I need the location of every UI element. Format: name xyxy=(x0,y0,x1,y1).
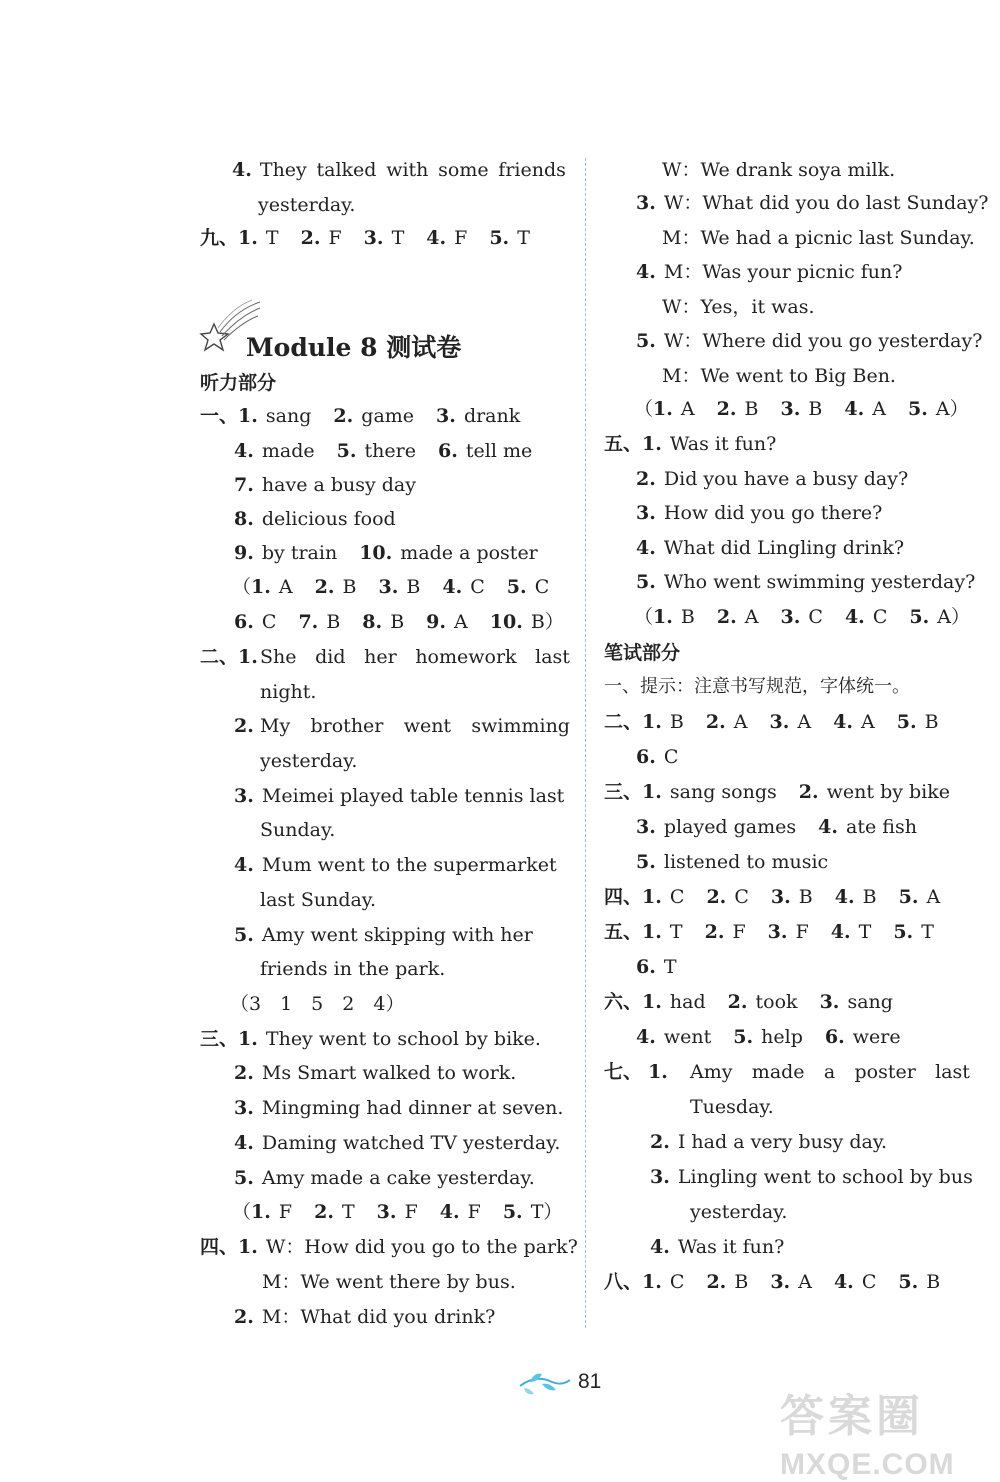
answer-line: 2. M：What did you drink? xyxy=(234,1306,496,1328)
answer-line: 4. What did Lingling drink? xyxy=(636,537,905,559)
answer-text: yesterday. xyxy=(690,1201,788,1223)
choice-answers: 八、1. C 2. B 3. A 4. C 5. B xyxy=(604,1271,941,1293)
answer-line: 4. They talked with some friends xyxy=(232,159,566,181)
answer-text: yesterday. xyxy=(260,750,358,772)
section-1-row: 4. made 5. there 6. tell me xyxy=(234,440,533,462)
answer-text: W：We drank soya milk. xyxy=(662,159,896,181)
answer-text: They talked with some friends xyxy=(259,159,566,181)
choice-answers: （1. B 2. A 3. C 4. C 5. A） xyxy=(634,606,971,628)
leaf-ornament-icon xyxy=(516,1368,572,1398)
answer-number: 2. xyxy=(234,715,254,737)
answer-line: 4. went 5. help 6. were xyxy=(636,1026,901,1048)
order-answer: （3 1 5 2 4） xyxy=(230,993,405,1015)
choice-answers: 四、1. C 2. C 3. B 4. B 5. A xyxy=(604,886,941,908)
answer-text: night. xyxy=(260,681,317,703)
choice-answers: 6. C xyxy=(636,746,679,768)
section-2-line: 二、1. xyxy=(200,646,258,668)
module-title: Module 8 测试卷 xyxy=(246,333,462,362)
answer-line: 四、1. W：How did you go to the park? xyxy=(200,1236,578,1258)
answer-text: M：We went to Big Ben. xyxy=(662,365,896,387)
choice-answers: （1. A 2. B 3. B 4. A 5. A） xyxy=(634,398,969,420)
answer-text: M：We had a picnic last Sunday. xyxy=(662,227,975,249)
answer-text: My brother went swimming xyxy=(260,715,570,737)
section-7-label: 七、 1. xyxy=(604,1061,668,1083)
choice-answers: 五、1. T 2. F 3. F 4. T 5. T xyxy=(604,921,934,943)
answer-text: W：Yes，it was. xyxy=(662,296,815,318)
answer-line: 3. Lingling went to school by bus xyxy=(650,1166,973,1188)
answer-text: yesterday. xyxy=(258,194,356,216)
choice-answers: 6. T xyxy=(636,956,677,978)
answer-line: 3. Mingming had dinner at seven. xyxy=(234,1097,564,1119)
answer-line: 4. M：Was your picnic fun? xyxy=(636,261,903,283)
answer-text: She did her homework last xyxy=(260,646,570,668)
writing-tip: 一、提示：注意书写规范，字体统一。 xyxy=(604,676,910,697)
answer-line: 5. Amy made a cake yesterday. xyxy=(234,1167,535,1189)
answer-line: 4. Mum went to the supermarket xyxy=(234,854,557,876)
answer-line: 3. played games 4. ate fish xyxy=(636,816,917,838)
answer-line: 五、1. Was it fun? xyxy=(604,433,777,455)
answer-line: 5. Amy went skipping with her xyxy=(234,924,533,946)
listening-heading: 听力部分 xyxy=(200,372,277,394)
choice-answers: （1. A 2. B 3. B 4. C 5. C xyxy=(232,576,550,598)
answer-line: 4. Was it fun? xyxy=(650,1236,785,1258)
answer-text: last Sunday. xyxy=(260,889,377,911)
answer-text: M：We went there by bus. xyxy=(262,1271,516,1293)
answer-line: 3. How did you go there? xyxy=(636,502,883,524)
answer-line: 六、1. had 2. took 3. sang xyxy=(604,991,893,1013)
answer-line: 5. W：Where did you go yesterday? xyxy=(636,330,983,352)
section-1-row: 一、1. sang 2. game 3. drank xyxy=(200,405,521,427)
answer-line: 7. have a busy day xyxy=(234,474,416,496)
column-divider xyxy=(585,158,586,1328)
watermark: 答案圈 MXQE.COM xyxy=(780,1391,955,1481)
answer-line: 2. Did you have a busy day? xyxy=(636,468,909,490)
page-number: 81 xyxy=(578,1370,602,1393)
section-9-answers: 九、1. T 2. F 3. T 4. F 5. T xyxy=(200,227,530,249)
answer-line: 三、1. They went to school by bike. xyxy=(200,1028,541,1050)
answer-line: 2. I had a very busy day. xyxy=(650,1131,888,1153)
answer-line: 三、1. sang songs 2. went by bike xyxy=(604,781,951,803)
answer-text: Amy made a poster last xyxy=(690,1061,970,1083)
answer-line: 8. delicious food xyxy=(234,508,396,530)
answer-text: Sunday. xyxy=(260,819,336,841)
answer-line: 4. Daming watched TV yesterday. xyxy=(234,1132,561,1154)
answer-line: 3. W：What did you do last Sunday? xyxy=(636,192,989,214)
answer-line: 5. listened to music xyxy=(636,851,829,873)
answer-line: 2. Ms Smart walked to work. xyxy=(234,1062,517,1084)
answer-text: Tuesday. xyxy=(690,1096,774,1118)
choice-answers: 二、1. B 2. A 3. A 4. A 5. B xyxy=(604,711,939,733)
answer-line: 9. by train 10. made a poster xyxy=(234,542,538,564)
choice-answers: （1. F 2. T 3. F 4. F 5. T） xyxy=(232,1201,563,1223)
answer-text: friends in the park. xyxy=(260,958,446,980)
writing-heading: 笔试部分 xyxy=(604,642,681,664)
answer-line: 5. Who went swimming yesterday? xyxy=(636,571,976,593)
choice-answers: 6. C 7. B 8. B 9. A 10. B） xyxy=(234,611,564,633)
answer-line: 3. Meimei played table tennis last xyxy=(234,785,565,807)
